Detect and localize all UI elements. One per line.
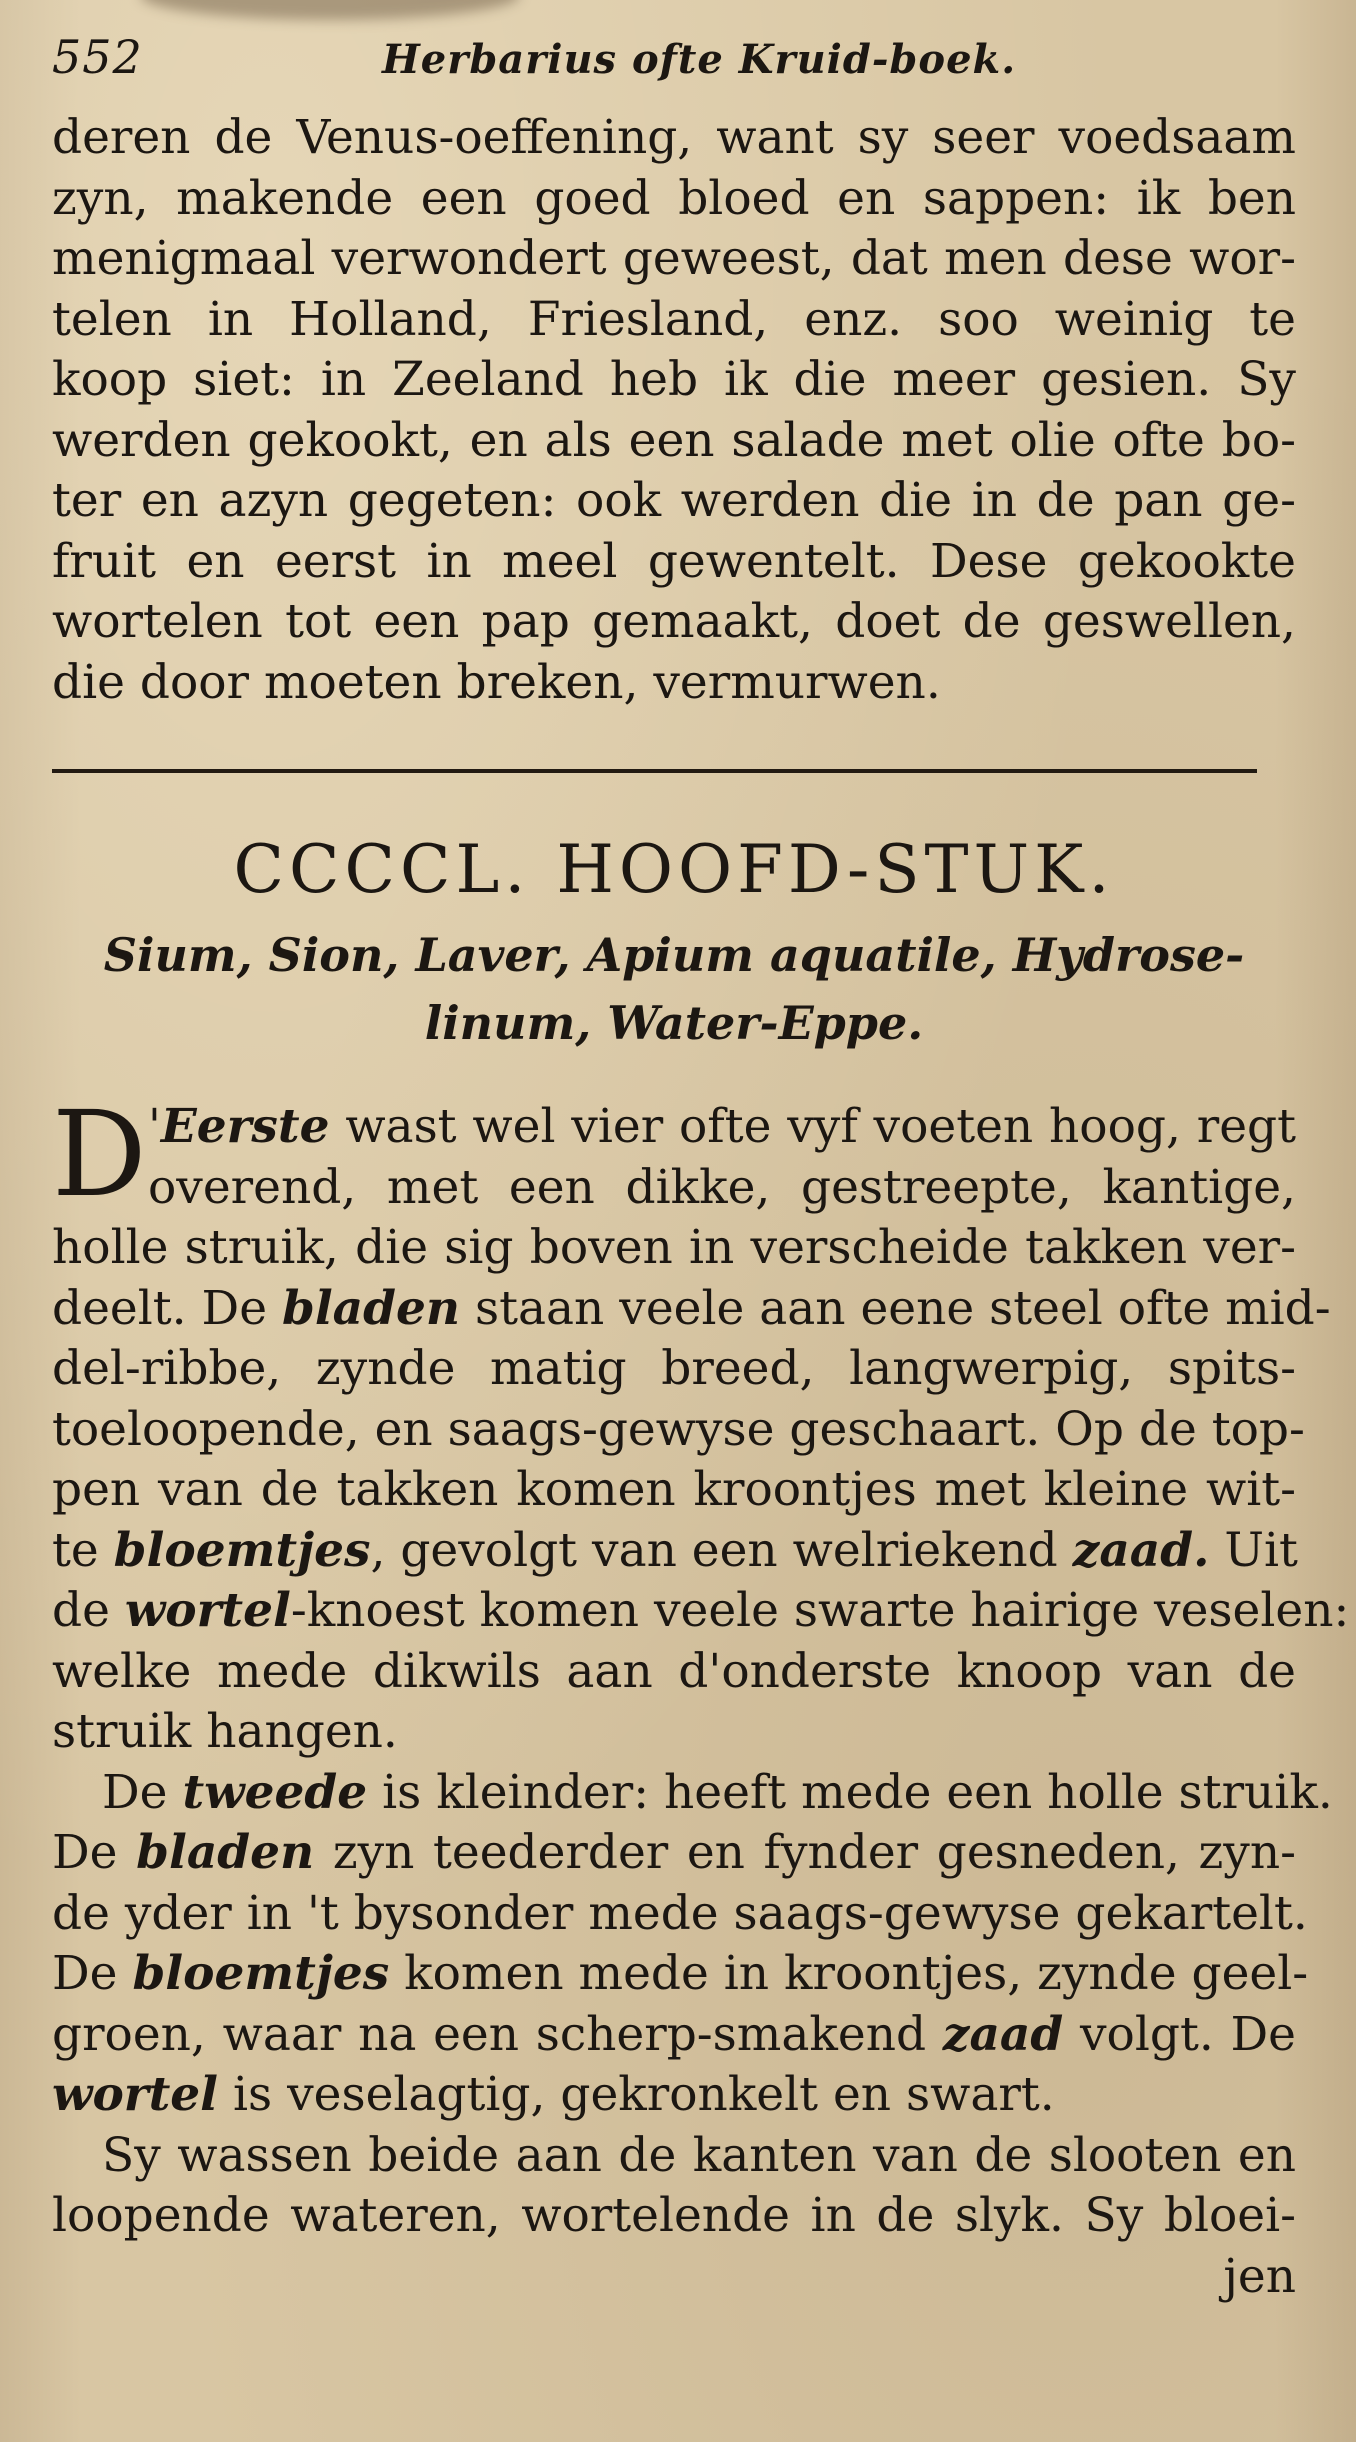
text-line	[52, 1763, 1333, 1824]
subtitle-line: Sium, Sion, Laver, Apium aquatile, Hydrose-	[103, 928, 1245, 982]
italic-term: Eerste	[160, 1099, 330, 1154]
section-divider	[52, 769, 1257, 773]
text-line: deren de Venus-oeffening, want sy seer voedsaam	[52, 110, 1296, 165]
text-line	[52, 1521, 1296, 1582]
paragraph-first	[52, 1085, 1296, 1223]
italic-term: bloemtjes	[132, 1946, 390, 2001]
text-line	[52, 2065, 1296, 2126]
italic-term: zaad.	[1072, 1522, 1210, 1578]
text-span: , gevolgt van een welriekend	[370, 1522, 1073, 1578]
italic-term: wortel	[124, 1583, 291, 1638]
text-line	[52, 2005, 1296, 2066]
text-line: koop siet: in Zeeland heb ik die meer gesien. Sy	[52, 352, 1296, 407]
text-span: is veselagtig, gekronkelt en swart.	[218, 2067, 1055, 2122]
top-paragraph	[52, 108, 1296, 713]
text-line: die door moeten breken, vermurwen.	[52, 654, 941, 710]
text-line: toeloopende, en saags-gewyse geschaart. Op de top-	[52, 1401, 1305, 1457]
text-span: De	[52, 1946, 133, 2001]
book-title: Herbarius ofte Kruid-boek.	[382, 36, 1017, 83]
text-span: volgt. De	[1063, 2006, 1297, 2062]
italic-term: tweede	[182, 1764, 368, 1820]
chapter-subtitle	[52, 921, 1296, 1057]
text-span: Uit	[1209, 1522, 1298, 1578]
text-line	[52, 1944, 1309, 2005]
subtitle-line: linum, Water-Eppe.	[424, 996, 924, 1050]
drop-cap: D	[52, 1085, 147, 1223]
text-line: Sy wassen beide aan de kanten van de slooten en	[102, 2127, 1296, 2183]
text-span: staan veele aan eene steel ofte mid-	[460, 1280, 1331, 1336]
italic-term: wortel	[52, 2067, 219, 2122]
page-shadow	[140, 0, 520, 20]
text-span: De	[102, 1764, 183, 1820]
text-span: '	[148, 1099, 161, 1154]
text-line: wortelen tot een pap gemaakt, doet de geswellen,	[52, 594, 1296, 649]
italic-term: bloemtjes	[113, 1522, 371, 1578]
text-line: welke mede dikwils aan d'onderste knoop van de	[52, 1643, 1296, 1699]
text-span: is kleinder: heeft mede een holle struik.	[367, 1764, 1333, 1820]
text-line: del-ribbe, zynde matig breed, langwerpig, spits-	[52, 1341, 1296, 1396]
text-line: holle struik, die sig boven in verscheide takken ver-	[52, 1220, 1296, 1275]
text-span: -knoest komen veele swarte hairige veselen:	[290, 1583, 1350, 1638]
chapter-title: CCCCL. HOOFD-STUK.	[233, 831, 1115, 908]
page-number: 552	[52, 30, 143, 84]
text-line: loopende wateren, wortelende in de slyk. Sy bloei-	[52, 2188, 1296, 2243]
text-span: te	[52, 1522, 114, 1578]
text-line: pen van de takken komen kroontjes met kleine wit-	[52, 1462, 1296, 1517]
text-line: zyn, makende een goed bloed en sappen: ik ben	[52, 170, 1296, 226]
text-line: ter en azyn gegeten: ook werden die in de pan ge-	[52, 473, 1296, 528]
catchword: jen	[1223, 2248, 1296, 2304]
text-line: telen in Holland, Friesland, enz. soo weinig te	[52, 291, 1296, 347]
text-span: De	[52, 1825, 137, 1880]
text-line: menigmaal verwondert geweest, dat men dese wor-	[52, 231, 1296, 286]
running-head	[52, 30, 1296, 100]
text-line: overend, met een dikke, gestreepte, kantige,	[148, 1159, 1296, 1215]
text-line	[52, 1279, 1331, 1340]
text-span: groen, waar na een scherp-smakend	[52, 2006, 943, 2062]
text-line	[52, 1823, 1296, 1884]
text-line: fruit en eerst in meel gewentelt. Dese gekookte	[52, 533, 1296, 589]
text-span: wast wel vier ofte vyf voeten hoog, regt	[329, 1099, 1296, 1154]
text-line	[52, 1581, 1350, 1642]
italic-term: zaad	[942, 2006, 1064, 2062]
italic-term: bladen	[136, 1825, 315, 1880]
text-span: deelt. De	[52, 1280, 282, 1336]
text-line: de yder in 't bysonder mede saags-gewyse gekartelt.	[52, 1885, 1308, 1941]
text-span: zyn teederder en fynder gesneden, zyn-	[314, 1825, 1297, 1880]
chapter-body	[52, 1085, 1350, 2307]
text-span: komen mede in kroontjes, zynde geel-	[389, 1946, 1309, 2001]
text-line	[148, 1097, 1296, 1158]
text-line: struik hangen.	[52, 1704, 398, 1759]
text-line: werden gekookt, en als een salade met olie ofte bo-	[52, 412, 1296, 468]
text-span: de	[52, 1583, 125, 1638]
italic-term: bladen	[281, 1280, 461, 1336]
